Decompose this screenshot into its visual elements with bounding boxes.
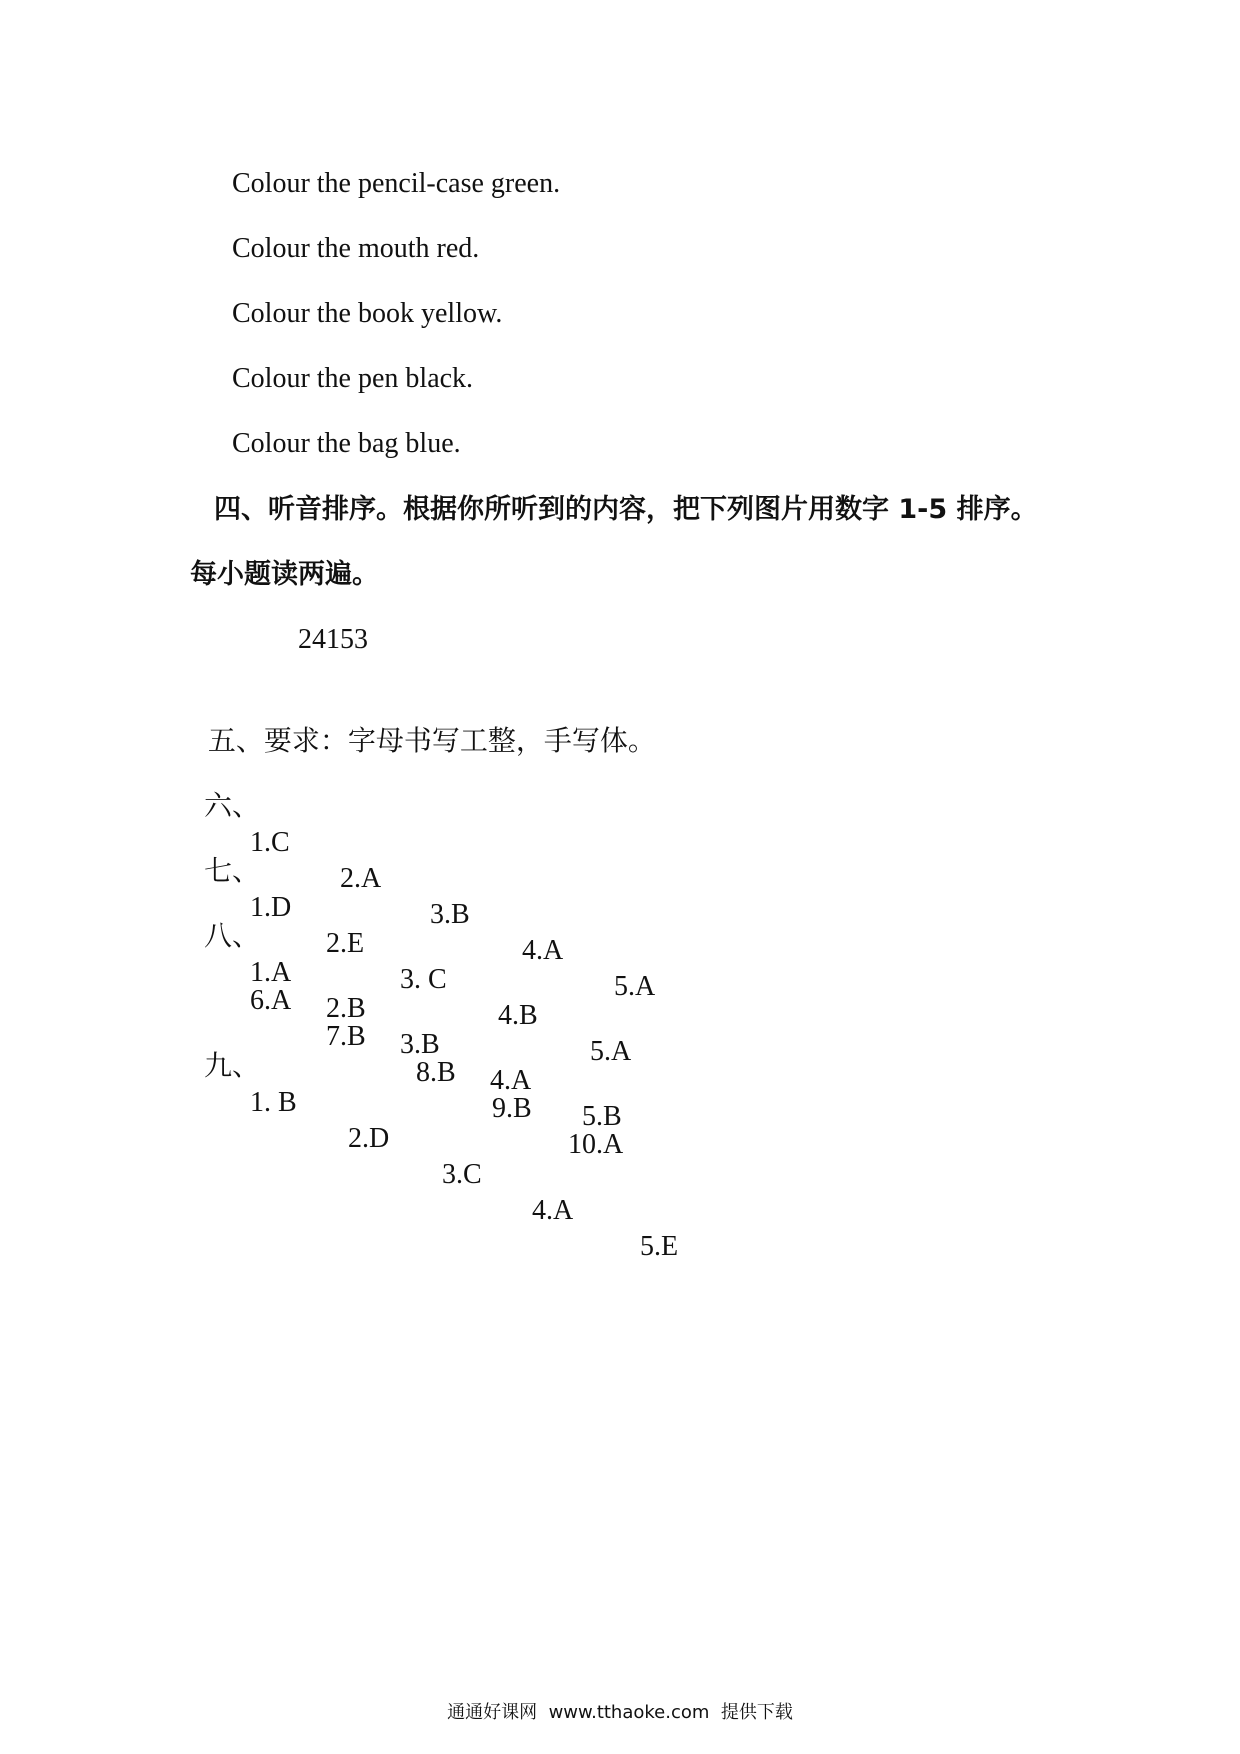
- answer-item: 1.A: [250, 957, 292, 988]
- section5-text: 要求：字母书写工整，手写体。: [263, 724, 656, 757]
- section6-label: 六、: [204, 789, 261, 822]
- answer-item: 3.C: [442, 1159, 482, 1190]
- answer-item: 9.B: [492, 1093, 532, 1124]
- answer-item: 2.A: [340, 863, 382, 894]
- section7-label: 七、: [204, 854, 261, 887]
- answer-item: 5.E: [640, 1231, 679, 1262]
- colour-instruction: Colour the pen black.: [232, 363, 474, 394]
- section4-heading-line1: 四、听音排序。根据你所听到的内容，把下列图片用数字 1-5 排序。: [214, 494, 1038, 525]
- section5-row: [190, 687, 656, 759]
- answer-item: 7.B: [326, 1021, 366, 1052]
- section8-label: 八、: [204, 919, 261, 952]
- answer-item: 2.E: [326, 928, 365, 959]
- page-footer: 通通好课网 www.tthaoke.com 提供下载: [447, 1702, 793, 1723]
- answer-item: 1.D: [250, 892, 292, 923]
- answer-item: 10.A: [568, 1129, 624, 1160]
- answer-item: 2.D: [348, 1123, 390, 1154]
- section4-answer: 24153: [298, 624, 368, 655]
- colour-instruction: Colour the pencil-case green.: [232, 168, 561, 199]
- colour-instruction: Colour the book yellow.: [232, 298, 503, 329]
- answer-item: 4.B: [498, 1000, 538, 1031]
- answer-item: 3.B: [430, 899, 470, 930]
- answer-item: 5.A: [614, 971, 656, 1002]
- answer-item: 4.A: [490, 1065, 532, 1096]
- section9-label: 九、: [204, 1049, 261, 1082]
- answer-item: 8.B: [416, 1057, 456, 1088]
- colour-instruction: Colour the bag blue.: [232, 428, 461, 459]
- answer-item: 5.B: [582, 1101, 622, 1132]
- answer-item: 4.A: [522, 935, 564, 966]
- colour-instruction: Colour the mouth red.: [232, 233, 480, 264]
- answer-item: 4.A: [532, 1195, 574, 1226]
- answer-item: 3. C: [400, 964, 447, 995]
- answer-item: 2.B: [326, 993, 366, 1024]
- answer-item: 1.C: [250, 827, 290, 858]
- answer-item: 1. B: [250, 1087, 297, 1118]
- section5-label: 五、: [207, 724, 264, 757]
- answer-item: 5.A: [590, 1036, 632, 1067]
- section4-heading-line2: 每小题读两遍。: [190, 559, 379, 590]
- answer-item: 6.A: [250, 985, 292, 1016]
- answer-item: 3.B: [400, 1029, 440, 1060]
